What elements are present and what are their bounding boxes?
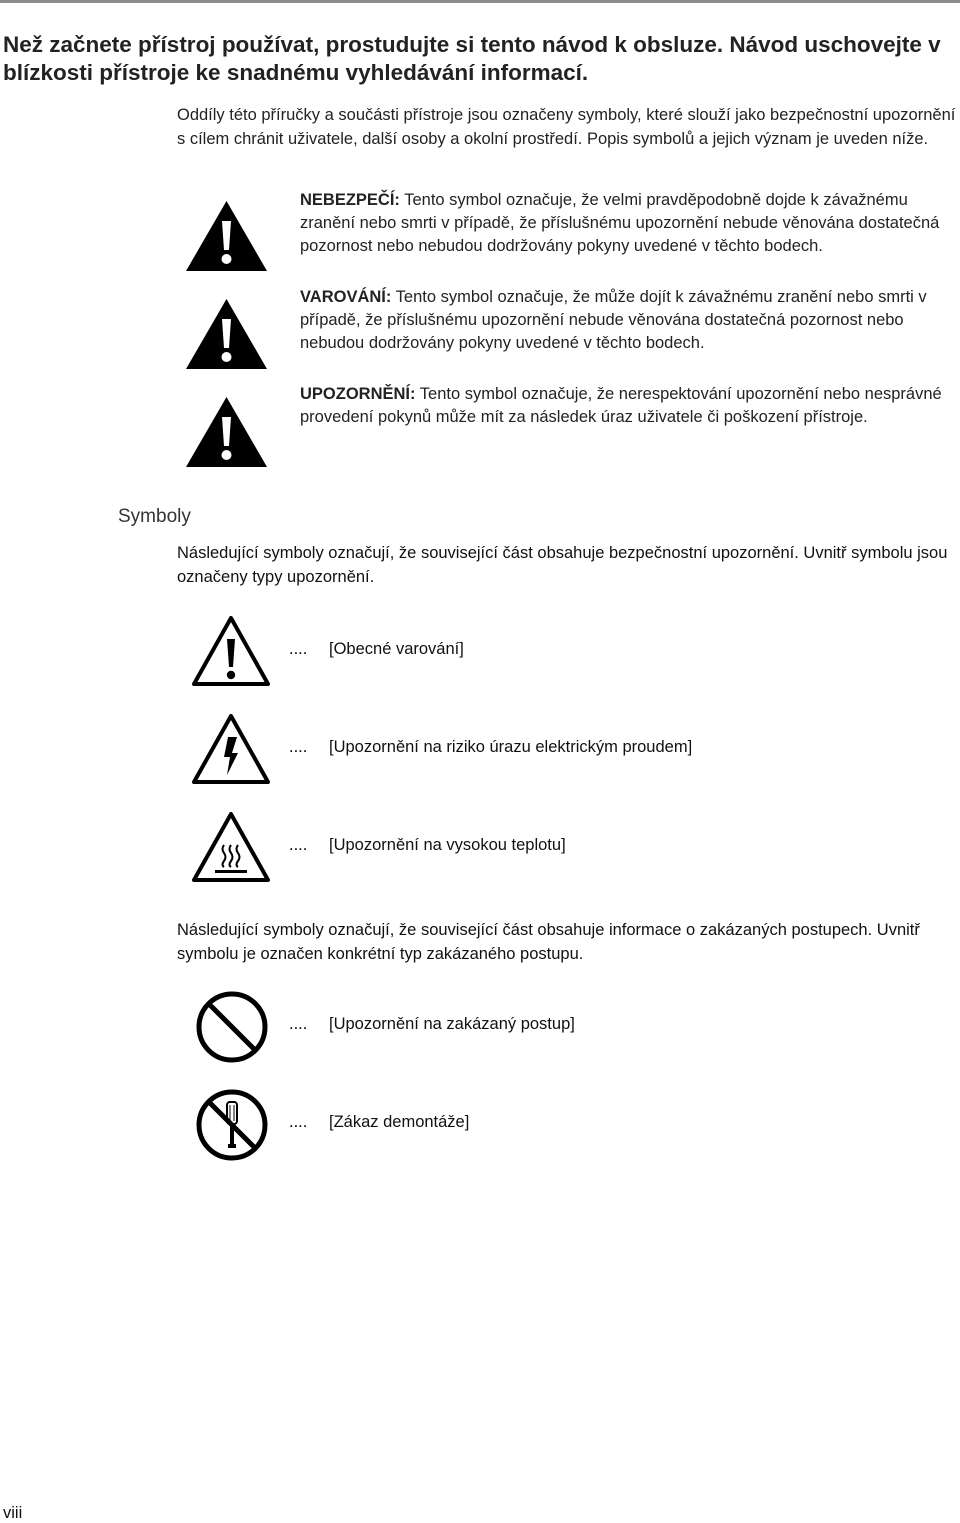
warning-term: VAROVÁNÍ: — [300, 288, 392, 306]
no-disassembly-label: [Zákaz demontáže] — [329, 1113, 470, 1131]
caution-text — [300, 383, 955, 429]
high-temperature-label: [Upozornění na vysokou teplotu] — [329, 836, 566, 854]
prohibited-icon — [194, 989, 270, 1065]
intro-paragraph: Oddíly této příručky a součásti přístroje jsou označeny symboly, které slouží jako bezpečnostní upozornění s cílem chránit uživatele, další osoby a okolní prostředí. Popis symbolů a jejich význam je uveden níže. — [177, 106, 956, 148]
paragraph-safety-symbols: Následující symboly označují, že související část obsahuje bezpečnostní upozornění. Uvnitř symbolu jsou označeny typy upozornění. — [177, 544, 948, 586]
dots: .... — [289, 1015, 308, 1033]
page-number: viii — [3, 1504, 23, 1522]
no-disassembly-icon — [194, 1087, 270, 1163]
danger-description: Tento symbol označuje, že velmi pravděpodobně dojde k závažnému zranění nebo smrti v případě, že příslušnému upozornění nebude věnována dostatečná pozornost nebo nebudou dodržovány pokyny uvedené v těchto bodech. — [300, 191, 940, 255]
warning-icon — [184, 297, 269, 371]
caution-description: Tento symbol označuje, že nerespektování upozornění nebo nesprávné provedení pokynů může mít za následek úraz uživatele či poškození přístroje. — [300, 385, 942, 426]
warning-text — [300, 286, 955, 355]
caution-term: UPOZORNĚNÍ: — [300, 385, 416, 403]
caution-icon — [184, 395, 269, 469]
danger-warning-icon — [184, 199, 269, 273]
dots: .... — [289, 836, 308, 854]
section-label-symbols: Symboly — [118, 506, 191, 527]
dots: .... — [289, 1113, 308, 1131]
paragraph-prohibited-symbols: Následující symboly označují, že související část obsahuje informace o zakázaných postupech. Uvnitř symbolu je označen konkrétní typ zakázaného postupu. — [177, 921, 920, 963]
dots: .... — [289, 640, 308, 658]
dots: .... — [289, 738, 308, 756]
danger-text — [300, 189, 955, 258]
general-warning-label: [Obecné varování] — [329, 640, 464, 658]
electric-shock-label: [Upozornění na riziko úrazu elektrickým proudem] — [329, 738, 693, 756]
page-heading: Než začnete přístroj používat, prostudujte si tento návod k obsluze. Návod uschovejte v blízkosti přístroje ke snadnému vyhledávání informací. — [3, 32, 941, 85]
general-warning-icon — [191, 615, 271, 687]
warning-description: Tento symbol označuje, že může dojít k závažnému zranění nebo smrti v případě, že příslušnému upozornění nebude věnována dostatečná pozornost nebo nebudou dodržovány pokyny uvedené v těchto bodech. — [300, 288, 927, 352]
top-rule — [0, 0, 960, 3]
high-temperature-icon — [191, 811, 271, 883]
danger-term: NEBEZPEČÍ: — [300, 191, 400, 209]
electric-shock-icon — [191, 713, 271, 785]
prohibited-label: [Upozornění na zakázaný postup] — [329, 1015, 575, 1033]
